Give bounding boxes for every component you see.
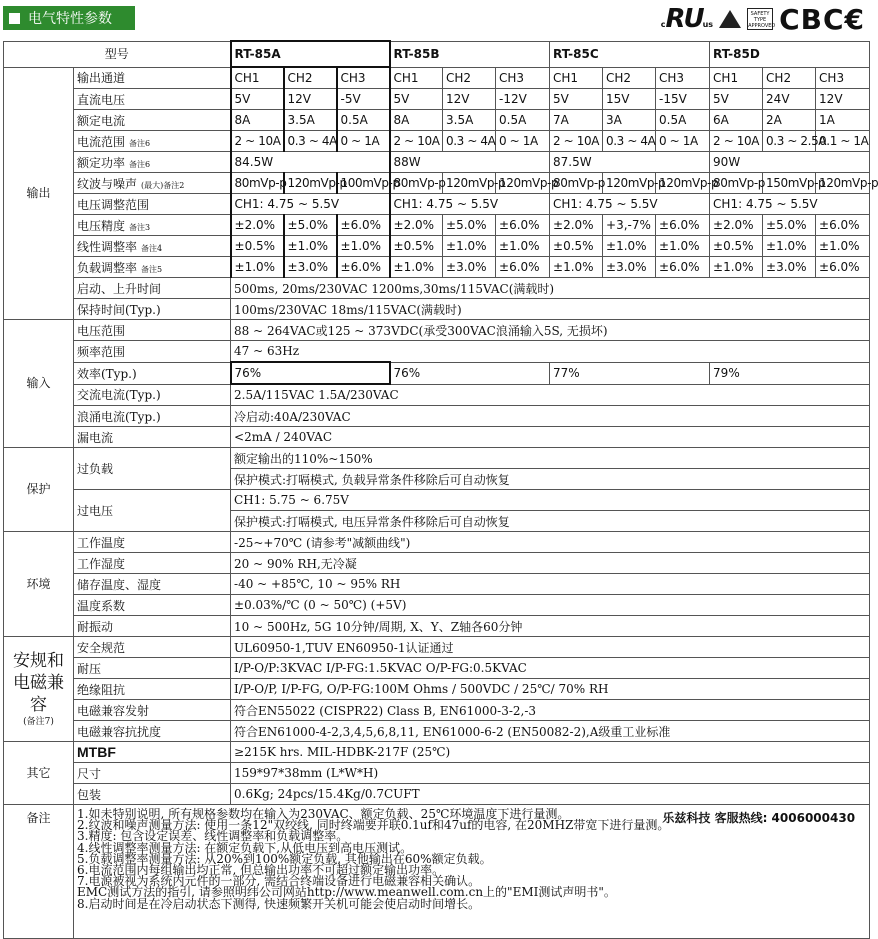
table-row: [4, 700, 870, 721]
row-label-text: MTBF: [77, 744, 116, 760]
table-row: [4, 721, 870, 742]
row-label: [74, 67, 231, 89]
spec-value: 10 ~ 500Hz, 5G 10分钟/周期, X、Y、Z轴各60分钟: [231, 616, 870, 637]
spec-value: ±1.0%: [231, 257, 284, 278]
spec-value: 5V: [710, 89, 763, 110]
row-label-text: 电流范围: [77, 134, 126, 149]
table-row: [4, 278, 870, 299]
ul-logo-icon: cRUus: [660, 4, 714, 34]
spec-value: 2 ~ 10A: [231, 131, 284, 152]
spec-value: ±3.0%: [603, 257, 656, 278]
spec-value: ±2.0%: [710, 215, 763, 236]
header-bar: [0, 0, 873, 40]
spec-value: ±5.0%: [443, 215, 496, 236]
spec-value: ±1.0%: [816, 236, 870, 257]
row-label: [74, 490, 231, 532]
spec-value: 1A: [816, 110, 870, 131]
spec-value: 24V: [763, 89, 816, 110]
group-safety-note: (备注7): [23, 717, 54, 727]
table-row: [4, 384, 870, 406]
spec-value: 2A: [763, 110, 816, 131]
spec-value: 20 ~ 90% RH,无冷凝: [231, 553, 870, 574]
spec-value: ±2.0%: [231, 215, 284, 236]
row-label: [74, 574, 231, 595]
spec-value: 88 ~ 264VAC或125 ~ 373VDC(承受300VAC浪涌输入5S, 无损坏): [231, 320, 870, 341]
note-line: 1.如未特别说明, 所有规格参数均在输入为230VAC、额定负载、25℃环境温度下进行量测。: [77, 807, 570, 821]
spec-value: 47 ~ 63Hz: [231, 341, 870, 363]
row-label-text: 纹波与噪声: [77, 176, 138, 191]
spec-value: CH1: [231, 67, 284, 89]
row-label: [74, 320, 231, 341]
row-label: [74, 448, 231, 490]
spec-value: ≥215K hrs. MIL-HDBK-217F (25℃): [231, 742, 870, 763]
spec-value: ±1.0%: [284, 236, 337, 257]
row-label-text: 启动、上升时间: [77, 281, 162, 296]
row-label: [74, 131, 231, 152]
table-row: [4, 341, 870, 363]
spec-value: <2mA / 240VAC: [231, 427, 870, 448]
table-row: [4, 448, 870, 469]
row-label-text: 耐振动: [77, 619, 114, 634]
spec-value: 88W: [390, 152, 550, 173]
spec-value: ±0.5%: [550, 236, 603, 257]
row-label: [74, 257, 231, 278]
row-label: [74, 616, 231, 637]
spec-value: 15V: [603, 89, 656, 110]
spec-value: 保护模式:打嗝模式, 电压异常条件移除后可自动恢复: [231, 511, 870, 532]
spec-value: ±6.0%: [816, 257, 870, 278]
spec-value: ±1.0%: [496, 236, 550, 257]
row-label: [74, 406, 231, 427]
spec-value: 120mVp-p: [496, 173, 550, 194]
spec-value: 120mVp-p: [443, 173, 496, 194]
spec-value: CH1: 4.75 ~ 5.5V: [390, 194, 550, 215]
spec-value: -40 ~ +85℃, 10 ~ 95% RH: [231, 574, 870, 595]
table-row: [4, 658, 870, 679]
spec-value: ±1.0%: [337, 236, 390, 257]
group-notes: 备注: [4, 805, 74, 939]
row-note: (最大)备注2: [141, 180, 185, 190]
spec-value: 12V: [816, 89, 870, 110]
spec-value: 80mVp-p: [390, 173, 443, 194]
spec-value: ±1.0%: [710, 257, 763, 278]
group-other: 其它: [4, 742, 74, 805]
row-label-text: 绝缘阻抗: [77, 682, 126, 697]
spec-value: ±3.0%: [763, 257, 816, 278]
table-row: [4, 67, 870, 89]
row-label: [74, 595, 231, 616]
spec-value: 3A: [603, 110, 656, 131]
spec-value: ±0.5%: [710, 236, 763, 257]
spec-value: ±1.0%: [443, 236, 496, 257]
row-label: [74, 679, 231, 700]
group-safety: [4, 637, 74, 742]
section-banner: [3, 6, 135, 30]
table-row: [4, 41, 870, 67]
row-label-text: 负载调整率: [77, 260, 138, 275]
spec-value: 120mVp-p: [284, 173, 337, 194]
spec-value: 76%: [390, 362, 550, 384]
banner-square-icon: [9, 13, 20, 24]
spec-value: 7A: [550, 110, 603, 131]
row-label-text: 电压调整范围: [77, 197, 150, 212]
model-name: RT-85D: [710, 41, 870, 67]
spec-value: 2.5A/115VAC 1.5A/230VAC: [231, 384, 870, 406]
row-note: 备注6: [129, 138, 151, 148]
spec-value: 6A: [710, 110, 763, 131]
row-note: 备注4: [141, 243, 163, 253]
row-label: [74, 784, 231, 805]
spec-value: ±0.5%: [390, 236, 443, 257]
spec-value: 79%: [710, 362, 870, 384]
table-row: [4, 784, 870, 805]
note-line: 8.启动时间是在冷启动状态下测得, 快速频繁开关机可能会使启动时间增长。: [77, 896, 481, 911]
row-label-text: 保持时间(Typ.): [77, 302, 161, 317]
spec-value: CH1: [390, 67, 443, 89]
spec-value: CH3: [337, 67, 390, 89]
row-label-text: 输出通道: [77, 71, 126, 86]
row-label-text: 交流电流(Typ.): [77, 388, 161, 403]
table-row: [4, 257, 870, 278]
spec-value: ±1.0%: [550, 257, 603, 278]
row-label: [74, 532, 231, 553]
note-line: 7.电源被视为系统内元件的一部分, 需结合终端设备进行电磁兼容相关确认。: [77, 874, 481, 889]
spec-value: 8A: [231, 110, 284, 131]
spec-value: ±6.0%: [337, 215, 390, 236]
spec-value: ±6.0%: [496, 257, 550, 278]
certification-logos: [661, 2, 865, 36]
spec-value: 2 ~ 10A: [390, 131, 443, 152]
spec-value: CH3: [656, 67, 710, 89]
spec-value: 76%: [231, 362, 390, 384]
table-row: [4, 131, 870, 152]
row-label: [74, 173, 231, 194]
spec-value: 87.5W: [550, 152, 710, 173]
spec-value: CH1: 4.75 ~ 5.5V: [231, 194, 390, 215]
spec-value: 80mVp-p: [710, 173, 763, 194]
note-line: 5.负载调整率测量方法: 从20%到100%额定负载, 其他输出在60%额定负载。: [77, 851, 492, 866]
row-note: 备注5: [141, 264, 163, 274]
spec-value: -5V: [337, 89, 390, 110]
table-row: [4, 595, 870, 616]
row-label-text: 直流电压: [77, 92, 126, 107]
spec-value: 90W: [710, 152, 870, 173]
spec-value: ±6.0%: [816, 215, 870, 236]
table-row: [4, 742, 870, 763]
group-protection: 保护: [4, 448, 74, 532]
group-input: 输入: [4, 320, 74, 448]
notes-block: [74, 805, 870, 939]
spec-value: ±6.0%: [496, 215, 550, 236]
row-label: [74, 152, 231, 173]
spec-value: 120mVp-p: [603, 173, 656, 194]
spec-value: 0.5A: [337, 110, 390, 131]
spec-value: CH1: [550, 67, 603, 89]
row-label-text: 温度系数: [77, 598, 126, 613]
spec-value: ±5.0%: [763, 215, 816, 236]
row-label: [74, 637, 231, 658]
row-label: [74, 700, 231, 721]
table-row: [4, 320, 870, 341]
row-label-text: 耐压: [77, 661, 102, 676]
spec-value: CH1: 4.75 ~ 5.5V: [710, 194, 870, 215]
spec-value: 5V: [231, 89, 284, 110]
spec-value: 冷启动:40A/230VAC: [231, 406, 870, 427]
table-row: [4, 362, 870, 384]
note-line: 4.线性调整率测量方法: 在额定负载下,从低电压到高电压测试。: [77, 840, 413, 855]
spec-value: -12V: [496, 89, 550, 110]
spec-value: 0.3 ~ 4A: [603, 131, 656, 152]
row-label: [74, 89, 231, 110]
spec-value: ±6.0%: [656, 257, 710, 278]
row-label-text: 频率范围: [77, 344, 126, 359]
spec-value: I/P-O/P:3KVAC I/P-FG:1.5KVAC O/P-FG:0.5KVAC: [231, 658, 870, 679]
spec-value: CH3: [496, 67, 550, 89]
group-environment: 环境: [4, 532, 74, 637]
spec-value: 0.1 ~ 1A: [816, 131, 870, 152]
table-row: [4, 236, 870, 257]
row-label: [74, 763, 231, 784]
row-label-text: 电压范围: [77, 323, 126, 338]
spec-value: 2 ~ 10A: [710, 131, 763, 152]
spec-value: -25~+70℃ (请参考"减额曲线"): [231, 532, 870, 553]
spec-value: 84.5W: [231, 152, 390, 173]
model-name: RT-85C: [550, 41, 710, 67]
spec-value: 80mVp-p: [231, 173, 284, 194]
row-label-text: 工作湿度: [77, 556, 126, 571]
spec-value: 0 ~ 1A: [496, 131, 550, 152]
row-label-text: 尺寸: [77, 766, 102, 781]
spec-value: 8A: [390, 110, 443, 131]
spec-value: ±3.0%: [443, 257, 496, 278]
row-label-text: 包装: [77, 787, 102, 802]
row-label: [74, 384, 231, 406]
table-row: [4, 89, 870, 110]
row-label: [74, 742, 231, 763]
row-label: [74, 721, 231, 742]
row-label: [74, 553, 231, 574]
spec-value: ±2.0%: [550, 215, 603, 236]
spec-value: +3,-7%: [603, 215, 656, 236]
table-row: [4, 805, 870, 939]
row-label-text: 电磁兼容抗扰度: [77, 724, 162, 739]
row-label: [74, 215, 231, 236]
spec-value: CH1: 4.75 ~ 5.5V: [550, 194, 710, 215]
spec-value: -15V: [656, 89, 710, 110]
table-row: [4, 553, 870, 574]
model-label: 型号: [4, 41, 231, 67]
row-label: [74, 299, 231, 320]
model-name: RT-85B: [390, 41, 550, 67]
spec-value: 0.3 ~ 4A: [443, 131, 496, 152]
spec-value: 符合EN55022 (CISPR22) Class B, EN61000-3-2,-3: [231, 700, 870, 721]
spec-value: CH2: [284, 67, 337, 89]
spec-value: ±1.0%: [603, 236, 656, 257]
table-row: [4, 194, 870, 215]
group-output: 输出: [4, 67, 74, 320]
spec-value: CH2: [443, 67, 496, 89]
row-label-text: 储存温度、湿度: [77, 577, 162, 592]
spec-value: I/P-O/P, I/P-FG, O/P-FG:100M Ohms / 500VDC / 25℃/ 70% RH: [231, 679, 870, 700]
warning-triangle-icon: [719, 10, 741, 28]
spec-value: 符合EN61000-4-2,3,4,5,6,8,11, EN61000-6-2 (EN50082-2),A级重工业标准: [231, 721, 870, 742]
hotline-text: 乐兹科技 客服热线: 4006000430: [662, 811, 856, 825]
model-name: RT-85A: [231, 41, 390, 67]
row-label-text: 电压精度: [77, 218, 126, 233]
spec-value: ±6.0%: [656, 215, 710, 236]
spec-value: 150mVp-p: [763, 173, 816, 194]
row-label: [74, 658, 231, 679]
spec-value: CH1: [710, 67, 763, 89]
spec-value: 100mVp-p: [337, 173, 390, 194]
table-row: [4, 299, 870, 320]
spec-value: CH2: [763, 67, 816, 89]
spec-value: 12V: [443, 89, 496, 110]
row-label-text: 浪涌电流(Typ.): [77, 409, 161, 424]
row-label-text: 额定电流: [77, 113, 126, 128]
spec-value: 5V: [390, 89, 443, 110]
banner-title: 电气特性参数: [28, 11, 112, 27]
spec-value: CH3: [816, 67, 870, 89]
spec-value: 159*97*38mm (L*W*H): [231, 763, 870, 784]
row-note: 备注6: [129, 159, 151, 169]
spec-value: ±1.0%: [656, 236, 710, 257]
spec-table: [3, 40, 878, 939]
spec-value: 12V: [284, 89, 337, 110]
safety-approval-icon: SAFETY TYPE APPROVED: [747, 8, 773, 30]
spec-value: 0.3 ~ 4A: [284, 131, 337, 152]
table-row: [4, 173, 870, 194]
row-label-text: 安全规范: [77, 640, 126, 655]
spec-value: ±0.03%/℃ (0 ~ 50℃) (+5V): [231, 595, 870, 616]
row-label-text: 额定功率: [77, 155, 126, 170]
row-label: [74, 427, 231, 448]
spec-value: ±0.5%: [231, 236, 284, 257]
table-row: [4, 532, 870, 553]
spec-value: 100ms/230VAC 18ms/115VAC(满载时): [231, 299, 870, 320]
table-row: [4, 679, 870, 700]
spec-value: ±6.0%: [337, 257, 390, 278]
note-line: 2.纹波和噪声测量方法: 使用一条12"双绞线, 同时终端要并联0.1uf和47uf的电容, 在20MHZ带宽下进行量测。: [77, 818, 670, 833]
table-row: [4, 110, 870, 131]
spec-value: 保护模式:打嗝模式, 负载异常条件移除后可自动恢复: [231, 469, 870, 490]
table-row: [4, 574, 870, 595]
spec-value: 0 ~ 1A: [337, 131, 390, 152]
spec-value: ±1.0%: [390, 257, 443, 278]
spec-value: 120mVp-p: [816, 173, 870, 194]
table-row: [4, 152, 870, 173]
row-label: [74, 236, 231, 257]
spec-value: 0.6Kg; 24pcs/15.4Kg/0.7CUFT: [231, 784, 870, 805]
spec-value: ±3.0%: [284, 257, 337, 278]
row-label-text: 工作温度: [77, 535, 126, 550]
note-line: 3.精度: 包含设定误差、线性调整率和负载调整率。: [77, 829, 349, 844]
spec-value: 0.3 ~ 2.5A: [763, 131, 816, 152]
row-note: 备注3: [129, 222, 151, 232]
note-line: 6.电流范围内每组输出均正常, 但总输出功率不可超过额定输出功率。: [77, 863, 445, 878]
spec-value: CH2: [603, 67, 656, 89]
row-label: [74, 362, 231, 384]
spec-value: 额定输出的110%~150%: [231, 448, 870, 469]
spec-value: 80mVp-p: [550, 173, 603, 194]
spec-value: CH1: 5.75 ~ 6.75V: [231, 490, 870, 511]
spec-value: 3.5A: [284, 110, 337, 131]
spec-value: 500ms, 20ms/230VAC 1200ms,30ms/115VAC(满载时): [231, 278, 870, 299]
spec-value: 77%: [550, 362, 710, 384]
row-label: [74, 194, 231, 215]
spec-value: 0 ~ 1A: [656, 131, 710, 152]
table-row: [4, 215, 870, 236]
table-row: [4, 763, 870, 784]
spec-value: ±1.0%: [763, 236, 816, 257]
spec-value: UL60950-1,TUV EN60950-1认证通过: [231, 637, 870, 658]
spec-value: 2 ~ 10A: [550, 131, 603, 152]
spec-value: ±2.0%: [390, 215, 443, 236]
table-row: [4, 406, 870, 427]
row-label: [74, 341, 231, 363]
spec-value: ±5.0%: [284, 215, 337, 236]
row-label: [74, 110, 231, 131]
spec-value: 0.5A: [656, 110, 710, 131]
row-label-text: 过电压: [77, 504, 114, 518]
table-row: [4, 427, 870, 448]
row-label: [74, 278, 231, 299]
spec-value: 5V: [550, 89, 603, 110]
spec-value: 3.5A: [443, 110, 496, 131]
cb-ce-logo-icon: CBC€: [779, 2, 865, 36]
row-label-text: 线性调整率: [77, 239, 138, 254]
note-line: EMC测试方法的指引, 请参照明纬公司网站http://www.meanwell.com.cn上的"EMI测试声明书"。: [77, 885, 616, 900]
table-row: [4, 616, 870, 637]
row-label-text: 漏电流: [77, 430, 114, 445]
spec-value: 120mVp-p: [656, 173, 710, 194]
row-label-text: 效率(Typ.): [77, 366, 137, 381]
group-safety-title: 安规和电磁兼容: [13, 651, 64, 715]
table-row: [4, 490, 870, 511]
spec-value: 0.5A: [496, 110, 550, 131]
table-row: [4, 637, 870, 658]
row-label-text: 过负载: [77, 462, 114, 476]
row-label-text: 电磁兼容发射: [77, 703, 150, 718]
